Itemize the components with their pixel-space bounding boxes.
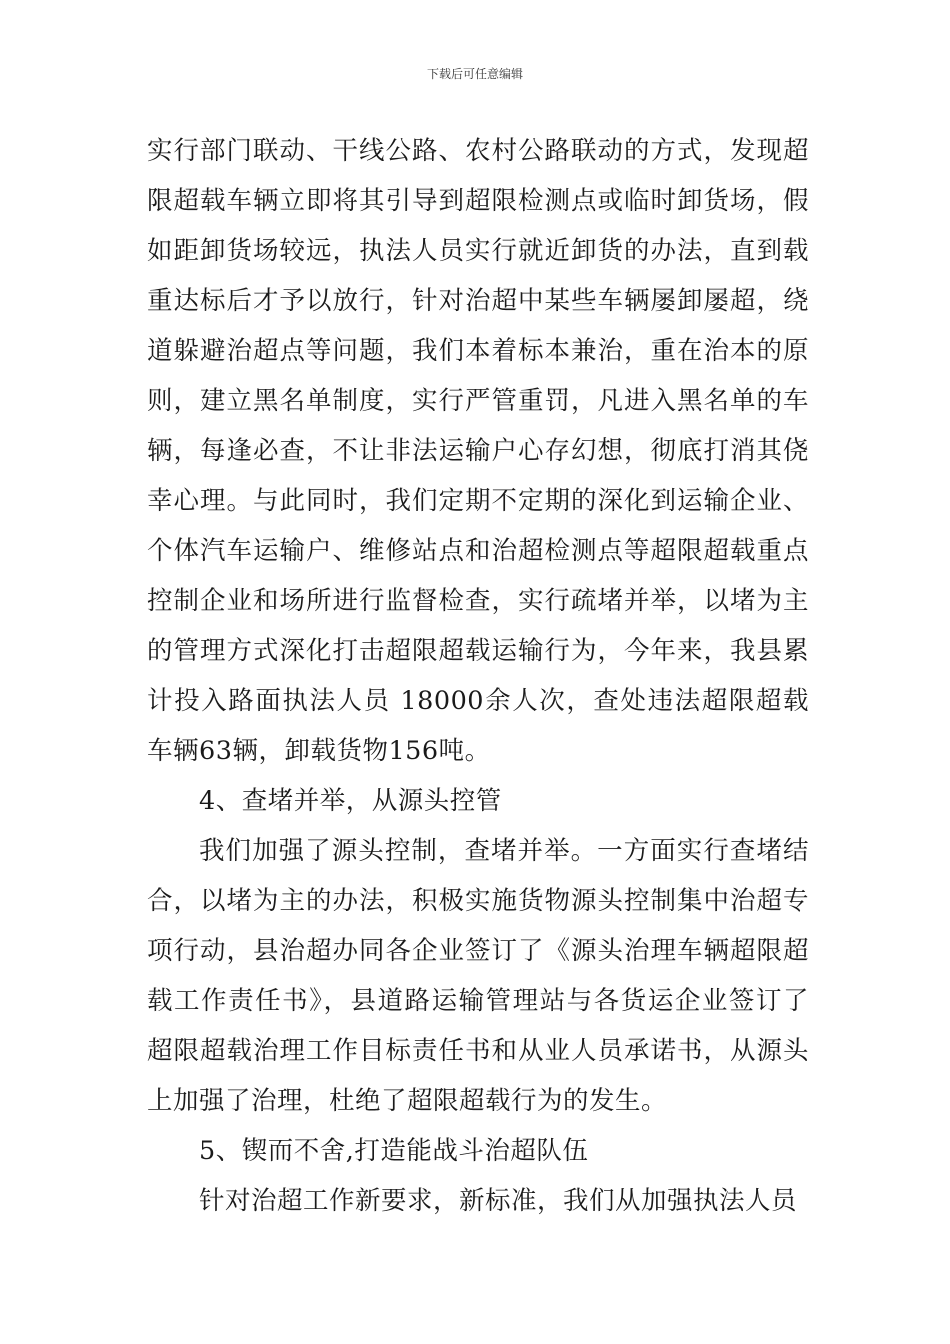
section-heading-5: 5、锲而不舍,打造能战斗治超队伍 xyxy=(199,1136,589,1166)
page-header: 下载后可任意编辑 xyxy=(426,67,523,81)
paragraph-team-building: 针对治超工作新要求，新标准，我们从加强执法人员 xyxy=(199,1186,798,1216)
document-body xyxy=(147,126,809,1226)
paragraph-source-control: 我们加强了源头控制，查堵并举。一方面实行查堵结合，以堵为主的办法，积极实施货物源头控制集中治超专项行动，县治超办同各企业签订了《源头治理车辆超限超载工作责任书》，县道路运输管理站与各货运企业签订了超限超载治理工作目标责任书和从业人员承诺书，从源头上加强了治理，杜绝了超限超载行为的发生。 xyxy=(147,836,809,1116)
paragraph-enforcement: 实行部门联动、干线公路、农村公路联动的方式，发现超限超载车辆立即将其引导到超限检测点或临时卸货场，假如距卸货场较远，执法人员实行就近卸货的办法，直到载重达标后才予以放行，针对治超中某些车辆屡卸屡超，绕道躲避治超点等问题，我们本着标本兼治，重在治本的原则，建立黑名单制度，实行严管重罚，凡进入黑名单的车辆，每逢必查，不让非法运输户心存幻想，彻底打消其侥幸心理。与此同时，我们定期不定期的深化到运输企业、个体汽车运输户、维修站点和治超检测点等超限超载重点控制企业和场所进行监督检查，实行疏堵并举，以堵为主的管理方式深化打击超限超载运输行为，今年来，我县累计投入路面执法人员 18000余人次，查处违法超限超载车辆63辆，卸载货物156吨。 xyxy=(147,136,809,766)
section-heading-4: 4、查堵并举，从源头控管 xyxy=(199,786,502,816)
